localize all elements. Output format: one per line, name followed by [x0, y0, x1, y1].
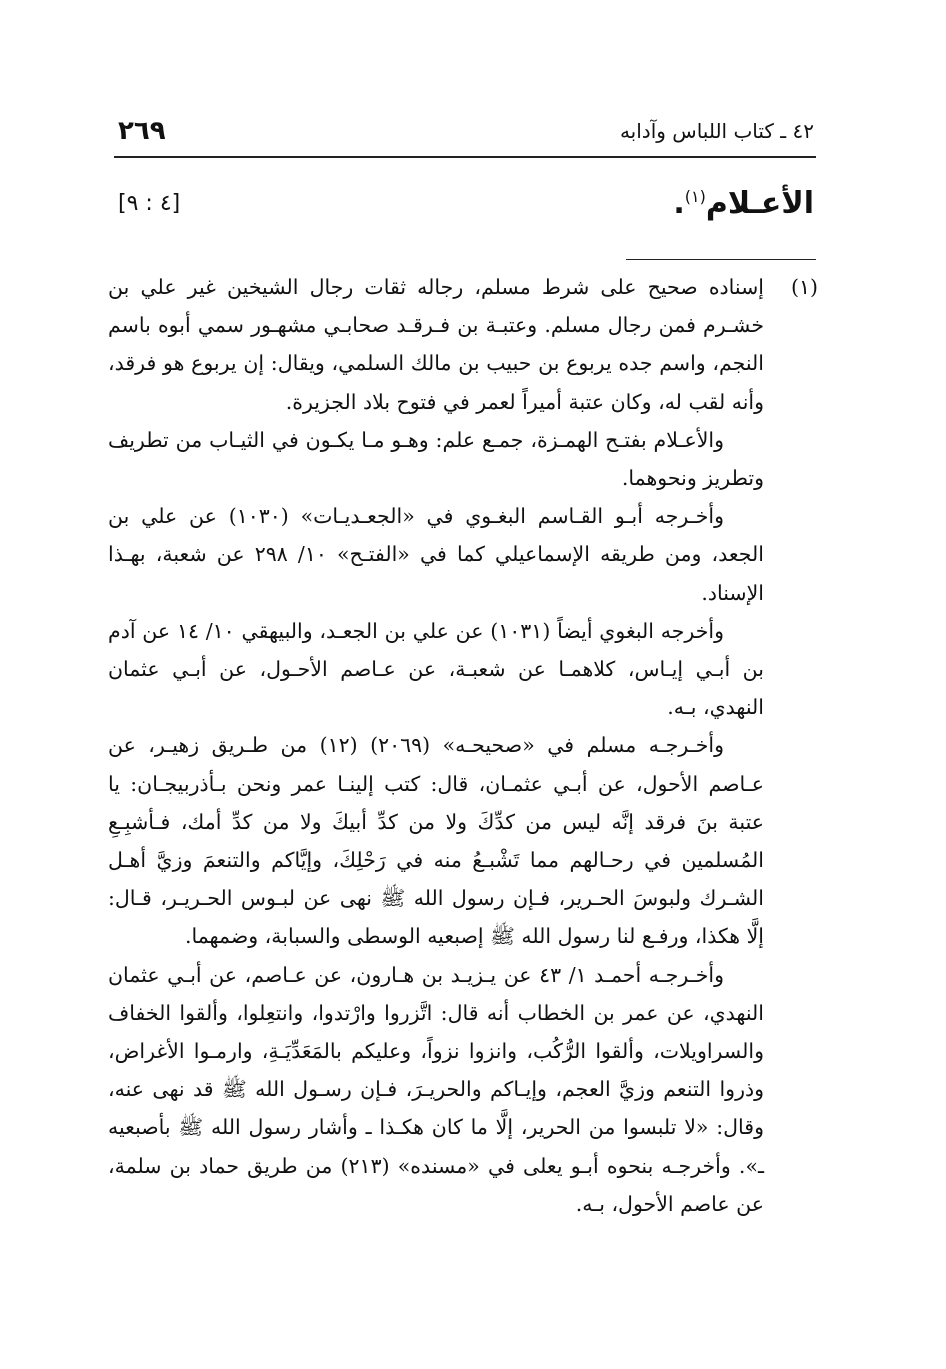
entry-word: [673, 186, 814, 221]
verse-reference: [٤ : ٩]: [118, 190, 181, 216]
footnote-reference: (١): [684, 186, 706, 206]
entry-end: .: [673, 185, 685, 221]
footnote-paragraph-3: وأخـرجه أبـو القـاسم البغـوي في «الجعـديـات» (١٠٣٠) عن علي بن الجعد، ومن طريقه الإسماعيلي كما في «الفتـح» ١٠/ ٢٩٨ عن شعبة، بهـذا الإسناد.: [108, 504, 764, 605]
footnote-paragraph-6: وأخـرجـه أحمـد ١/ ٤٣ عن يـزيـد بن هـارون، عن عـاصم، عن أبـي عثمان النهدي، عن عمر بن الخطاب أنه قال: اتَّزروا وارْتدوا، وانتعِلوا، وألقوا الخفاف والسراويلات، وألقوا الرُّكُب، وانزوا نزواً، وعليكم بالمَعَدِّيَـةِ، وارمـوا الأغراض، وذروا التنعم وزيَّ العجم، وإيـاكم والحريـرَ، فـإن رسـول الله ﷺ قد نهى عنه، وقال: «لا تلبسوا من الحرير، إلَّا ما كان هكـذا ـ وأشار رسول الله ﷺ بأصبعيه ـ». وأخرجـه بنحوه أبـو يعلى في «مسنده» (٢١٣) من طريق حماد بن سلمة، عن عاصم الأحول، بـه.: [108, 962, 764, 1216]
footnote-paragraph-1: [108, 268, 818, 421]
footnote-paragraph-5: وأخـرجـه مسلم في «صحيحـه» (٢٠٦٩) (١٢) من طـريق زهيـر، عن عـاصم الأحول، عن أبـي عثمـان، قال: كتب إلينـا عمر ونحن بـأذربيجـان: يا عتبة بنَ فرقد إنَّه ليس من كدِّكَ ولا من كدِّ أبيكَ ولا من كدِّ أمك، فـأشبِـعِ المُسلمين في رحـالهم مما تَشْبـعُ منه في رَحْلِكَ، وإيَّاكم والتنعمَ وزيَّ أهـل الشـرك ولبوسَ الحـرير، فـإن رسول الله ﷺ نهى عن لبـوس الحـريـر، قـال: إلَّا هكذا، ورفـع لنا رسول الله ﷺ إصبعيه الوسطى والسبابة، وضمهما.: [108, 733, 764, 949]
footnotes-section: [108, 268, 818, 1223]
footnote-text: إسناده صحيح على شرط مسلم، رجاله ثقات رجال الشيخين غير علي بن خشـرم فمن رجال مسلم. وعتبـة بن فـرقـد صحابـي مشهـور سمي أبوه باسم النجم، واسم جده يربوع بن حبيب بن مالك السلمي، ويقال: إن يربوع هو فرقد، وأنه لقب له، وكان عتبة أميراً لعمر في فتوح بلاد الجزيرة.: [108, 275, 764, 414]
header-divider: [114, 156, 816, 158]
main-text-line: [118, 178, 814, 228]
page-number: ٢٦٩: [118, 116, 166, 146]
footnote-marker: (١): [790, 275, 818, 299]
chapter-title: ٤٢ ـ كتاب اللباس وآدابه: [619, 119, 814, 143]
footnote-divider: [626, 259, 816, 260]
page-header: [118, 108, 814, 154]
entry-word-text: الأعـلام: [705, 185, 814, 221]
footnote-paragraph-2: والأعـلام بفتـح الهمـزة، جمـع علم: وهـو مـا يكـون في الثيـاب من تطريف وتطريز ونحوهما.: [108, 427, 764, 491]
footnote-paragraph-4: وأخرجه البغوي أيضاً (١٠٣١) عن علي بن الجعـد، والبيهقي ١٠/ ١٤ عن آدم بن أبـي إيـاس، كلاهمـا عن شعبـة، عن عـاصم الأحـول، عن أبـي عثمان النهدي، بـه.: [108, 618, 764, 720]
